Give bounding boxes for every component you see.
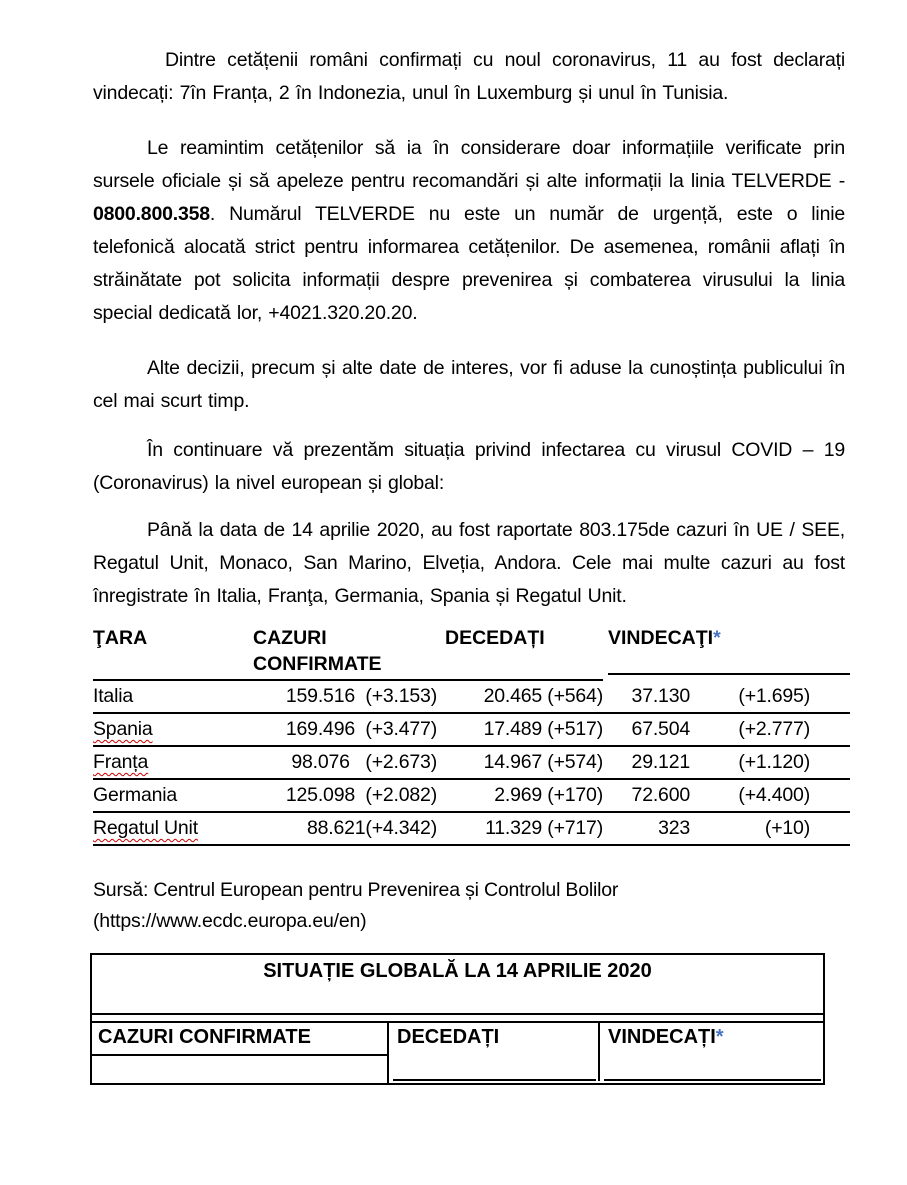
data-source-note	[93, 875, 850, 937]
global-table-title: SITUAȚIE GLOBALĂ LA 14 APRILIE 2020	[263, 960, 652, 982]
recovered-footnote-asterisk: *	[713, 627, 721, 649]
confirmed-cell-underline	[92, 1054, 387, 1056]
recovered-cell: 67.504	[631, 718, 690, 740]
global-recovered-asterisk: *	[715, 1026, 724, 1048]
telverde-phone-number: 0800.800.358	[93, 203, 210, 225]
recovered-cell: 37.130	[631, 685, 690, 707]
global-header-deaths: DECEDAȚI	[397, 1026, 500, 1048]
source-line-1: Sursă: Centrul European pentru Prevenirea și Controlul Bolilor	[93, 879, 619, 901]
recovered-cell: 72.600	[631, 784, 690, 806]
recovered-delta-cell: (+1.695)	[738, 685, 810, 707]
table-row-italia	[93, 681, 850, 714]
global-header-confirmed: CAZURI CONFIRMATE	[98, 1026, 311, 1048]
country-cell: Germania	[93, 784, 178, 806]
deaths-cell: 20.465 (+564)	[483, 685, 603, 707]
country-cell: Spania	[93, 718, 153, 740]
deaths-cell: 2.969 (+170)	[494, 784, 603, 806]
paragraph-recovered-citizens: Dintre cetățenii români confirmați cu noul coronavirus, 11 au fost declarați vindecați: 7în Franța, 2 în Indonezia, unul în Luxemburg și unul în Tunisia.	[93, 49, 845, 104]
european-table-header-row	[93, 625, 850, 681]
paragraph-telverde	[93, 132, 845, 330]
cases-cell: 125.098 (+2.082)	[285, 784, 437, 806]
column-divider-1	[387, 1021, 389, 1083]
cases-cell: 169.496 (+3.477)	[285, 718, 437, 740]
header-top-border	[92, 1021, 823, 1023]
cases-cell: 88.621(+4.342)	[306, 817, 437, 839]
global-situation-table	[90, 953, 825, 1085]
header-confirmed-cases: CAZURI CONFIRMATE	[253, 627, 382, 675]
deaths-cell: 17.489 (+517)	[483, 718, 603, 740]
recovered-delta-cell: (+2.777)	[738, 718, 810, 740]
deaths-cell-underline	[393, 1079, 596, 1081]
title-bottom-border	[92, 1013, 823, 1015]
recovered-delta-cell: (+10)	[764, 817, 810, 839]
header-deaths: DECEDAȚI	[445, 627, 545, 649]
header-underline-right	[608, 673, 850, 675]
recovered-delta-cell: (+4.400)	[738, 784, 810, 806]
recovered-cell: 323	[658, 817, 690, 839]
recovered-cell-underline	[604, 1079, 821, 1081]
column-divider-2	[598, 1021, 600, 1081]
paragraph-other-decisions: Alte decizii, precum și alte date de interes, vor fi aduse la cunoștința publicului în cel mai scurt timp.	[93, 357, 845, 412]
european-cases-table	[93, 625, 850, 846]
header-underline-left	[93, 679, 603, 681]
header-country: ŢARA	[93, 627, 148, 649]
cases-cell: 98.076 (+2.673)	[291, 751, 437, 773]
paragraph-eu-cases-summary: Până la data de 14 aprilie 2020, au fost raportate 803.175de cazuri în UE / SEE, Regatul Unit, Monaco, San Marino, Elveția, Andora. Cele mai multe cazuri au fost înregistrate în Italia, Franţa, Germania, Spania și Regatul Unit.	[93, 519, 845, 607]
header-recovered: VINDECAŢI*	[608, 627, 721, 649]
table-row-germania	[93, 780, 850, 813]
recovered-cell: 29.121	[631, 751, 690, 773]
table-row-regatul-unit	[93, 813, 850, 846]
telverde-text-before: Le reamintim cetățenilor să ia în considerare doar informațiile verificate prin sursele oficiale și să apeleze pentru recomandări și alte informații la linia TELVERDE -	[93, 137, 845, 192]
deaths-cell: 11.329 (+717)	[485, 817, 603, 839]
cases-cell: 159.516 (+3.153)	[285, 685, 437, 707]
table-row-franta	[93, 747, 850, 780]
country-cell: Regatul Unit	[93, 817, 198, 839]
table-row-spania	[93, 714, 850, 747]
source-url: (https://www.ecdc.europa.eu/en)	[93, 910, 367, 932]
recovered-delta-cell: (+1.120)	[738, 751, 810, 773]
country-cell: Franța	[93, 751, 149, 773]
global-header-recovered: VINDECAȚI*	[608, 1026, 724, 1048]
deaths-cell: 14.967 (+574)	[483, 751, 603, 773]
telverde-text-after: . Numărul TELVERDE nu este un număr de urgență, este o linie telefonică alocată strict pentru informarea cetățenilor. De asemenea, românii aflați în străinătate pot solicita informații despre prevenirea și combaterea virusului la linia special dedicată lor, +4021.320.20.20.	[93, 203, 845, 324]
paragraph-covid-intro: În continuare vă prezentăm situația privind infectarea cu virusul COVID – 19 (Coronavirus) la nivel european și global:	[93, 439, 845, 494]
country-cell: Italia	[93, 685, 133, 707]
